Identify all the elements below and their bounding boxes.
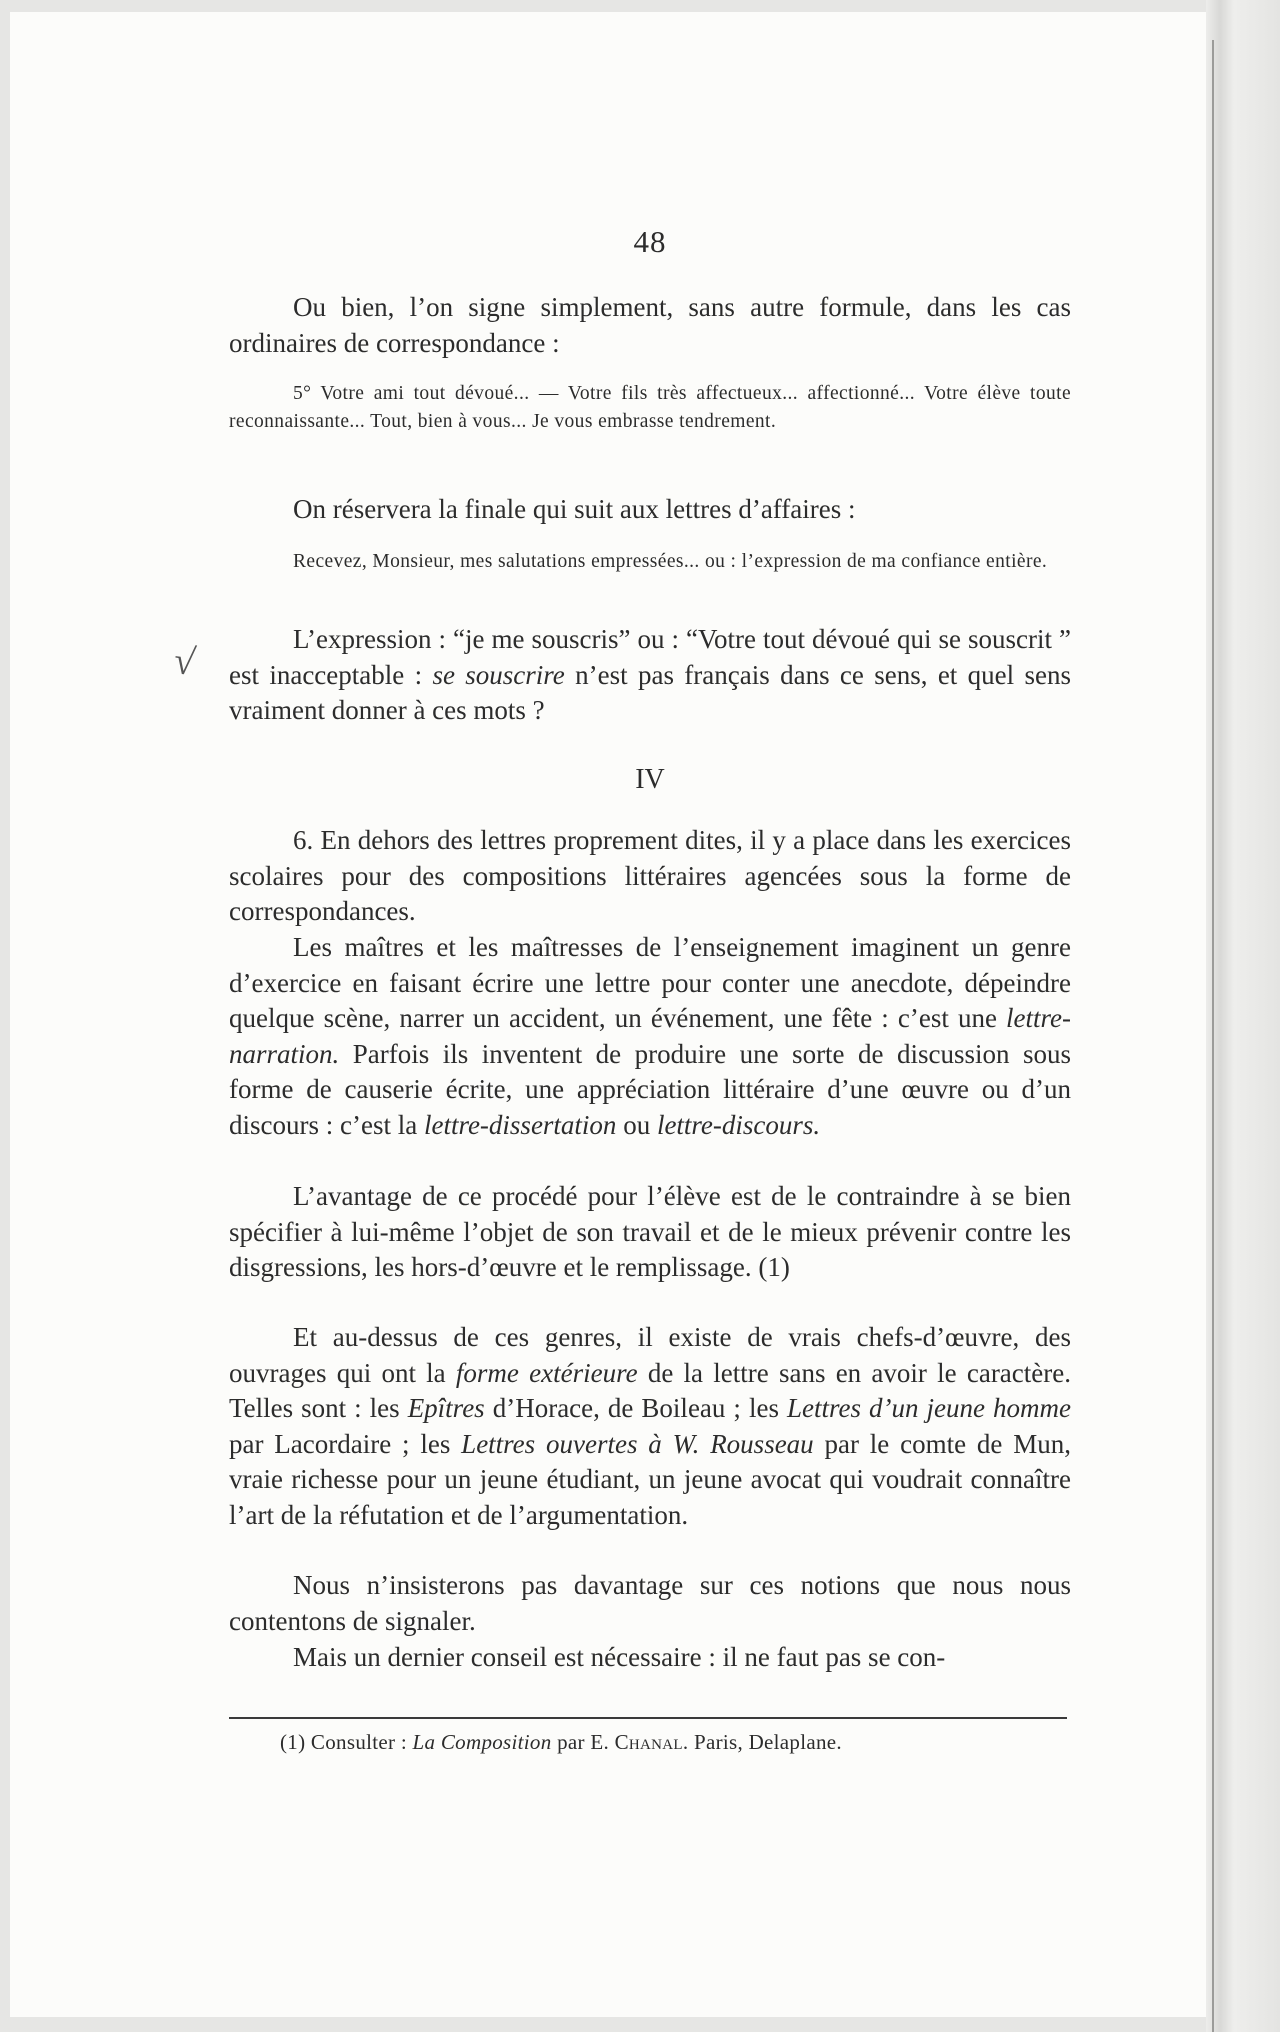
paragraph-intro: Ou bien, l’on signe simplement, sans autre formule, dans les cas ordinaires de correspondance : (229, 292, 1071, 358)
paragraph-maitres: Les maîtres et les maîtresses de l’enseignement imaginent un genre d’exercice en faisant écrire une lettre pour conter une anecdote, dépeindre quelque scène, narrer un accident, un événement, une fête : c’est une lettre-narration. Parfois ils inventent de produire une sorte de discussion sous forme de causerie écrite, une appréciation littéraire d’une œuvre ou d’un discours : c’est la lettre-dissertation ou lettre-discours. (229, 932, 1071, 1140)
footnote: (1) Consulter : La Composition par E. Chanal. Paris, Delaplane. (280, 1730, 842, 1754)
margin-check-mark: √ (171, 639, 198, 685)
example-closings: 5° Votre ami tout dévoué... — Votre fils très affectueux... affectionné... Votre élève toute reconnaissante... Tout, bien à vous... Je vous embrasse tendrement. (229, 383, 1071, 432)
page-number: 48 (633, 224, 667, 259)
paragraph-nous: Nous n’insisterons pas davantage sur ces notions que nous nous contentons de signaler. (229, 1570, 1071, 1636)
section-heading: IV (635, 764, 665, 795)
paragraph-expression: L’expression : “je me souscris” ou : “Votre tout dévoué qui se souscrit ” est inacceptable : se souscrire n’est pas français dans ce sens, et quel sens vraiment donner à ces mots ? (229, 624, 1071, 725)
paragraph-avantage: L’avantage de ce procédé pour l’élève est de le contraindre à se bien spécifier à lui-même l’objet de son travail et de le mieux prévenir contre les disgressions, les hors-d’œuvre et le remplissage. (1) (229, 1181, 1071, 1282)
page-edge (1206, 0, 1280, 2032)
example-affaires: Recevez, Monsieur, mes salutations empressées... ou : l’expression de ma confiance entière. (293, 551, 1048, 572)
footnote-rule (229, 1717, 1067, 1719)
paragraph-genres: Et au-dessus de ces genres, il existe de vrais chefs-d’œuvre, des ouvrages qui ont la forme extérieure de la lettre sans en avoir le caractère. Telles sont : les Epîtres d’Horace, de Boileau ; les Lettres d’un jeune homme par Lacordaire ; les Lettres ouvertes à W. Rousseau par le comte de Mun, vraie richesse pour un jeune étudiant, un jeune avocat qui voudrait connaître l’art de la réfutation et de l’argumentation. (229, 1322, 1071, 1530)
paragraph-affaires: On réservera la finale qui suit aux lettres d’affaires : (293, 494, 856, 524)
paragraph-mais: Mais un dernier conseil est nécessaire : il ne faut pas se con- (293, 1642, 946, 1672)
paragraph-6: 6. En dehors des lettres proprement dites, il y a place dans les exercices scolaires pour des compositions littéraires agencées sous la forme de correspondances. (229, 825, 1071, 926)
italic-term: se souscrire (432, 659, 565, 690)
